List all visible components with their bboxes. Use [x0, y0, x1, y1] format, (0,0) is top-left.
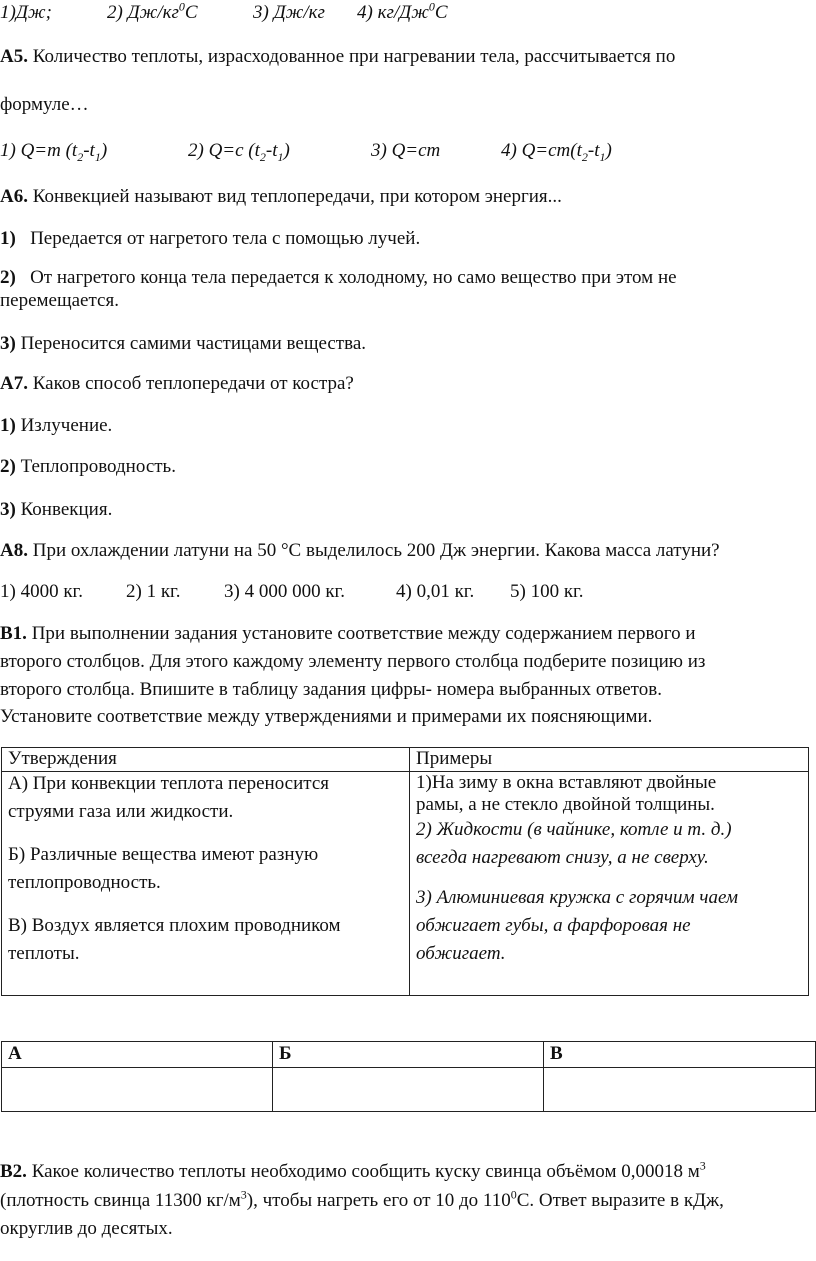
- a8-option-1: 1) 4000 кг.: [0, 581, 83, 602]
- statement-b: Б) Различные вещества имеют разную теплопроводность.: [8, 844, 319, 893]
- b1-matching-table: [1, 747, 809, 996]
- a8-option-5: 5) 100 кг.: [510, 581, 584, 602]
- b1-line-3: второго столбца. Впишите в таблицу задания цифры- номера выбранных ответов.: [0, 679, 662, 700]
- example-1: 1)На зиму в окна вставляют двойные рамы, а не стекло двойной толщины.: [416, 772, 717, 815]
- example-3: 3) Алюминиевая кружка с горячим чаем обжигает губы, а фарфоровая не обжигает.: [416, 887, 739, 964]
- a6-question: [0, 185, 562, 209]
- b1-col-statements-header: Утверждения: [2, 748, 410, 772]
- b1-statements-cell: [2, 772, 410, 996]
- a7-option-2: 2) Теплопроводность.: [0, 456, 176, 477]
- b2-number: В2.: [0, 1161, 27, 1182]
- b1-col-examples-header: Примеры: [410, 748, 809, 772]
- a6-option-3: 3) Переносится самими частицами вещества.: [0, 333, 367, 354]
- answer-col-b-header: Б: [273, 1042, 544, 1068]
- a8-option-3: 3) 4 000 000 кг.: [224, 581, 345, 602]
- b2-line-3: округлив до десятых.: [0, 1218, 173, 1239]
- a7-option-1: 1) Излучение.: [0, 415, 113, 436]
- a5-text: Количество теплоты, израсходованное при нагревании тела, рассчитывается по: [32, 46, 676, 67]
- b1-number: В1.: [0, 623, 27, 644]
- a8-text: При охлаждении латуни на 50 °С выделилось 200 Дж энергии. Какова масса латуни?: [32, 540, 720, 561]
- b2-line-2: (плотность свинца 11300 $кг/м^3$), чтобы нагреть его от 10 до $110^0С$. Ответ выразите в кДж,: [0, 1187, 724, 1211]
- units-option-2: 2) $Дж/кг^0С$: [107, 0, 198, 23]
- a6-option-2-cont: перемещается.: [0, 290, 119, 311]
- b1-line-4: Установите соответствие между утверждениями и примерами их поясняющими.: [0, 706, 653, 727]
- a5-question: [0, 45, 675, 69]
- a7-question: [0, 372, 354, 396]
- example-2: 2) Жидкости (в чайнике, котле и т. д.) всегда нагревают снизу, а не сверху.: [416, 819, 732, 868]
- a8-question: [0, 539, 720, 563]
- answer-col-a-header: А: [2, 1042, 273, 1068]
- a5-question-cont: формуле…: [0, 94, 89, 115]
- a5-formula-2: 2) Q=c $(t_2-t_1)$: [188, 140, 290, 164]
- a5-formula-3: 3) Q=cm: [371, 140, 441, 161]
- units-option-3: 3) Дж/кг: [253, 2, 325, 23]
- a5-formula-1: 1) Q=m $(t_2-t_1)$: [0, 140, 108, 164]
- statement-a: А) При конвекции теплота переносится струями газа или жидкости.: [8, 773, 329, 822]
- a5-number: А5.: [0, 46, 28, 67]
- answer-cell-b[interactable]: [273, 1068, 544, 1112]
- answer-cell-c[interactable]: [544, 1068, 816, 1112]
- b1-line-2: второго столбцов. Для этого каждому элементу первого столбца подберите позицию из: [0, 651, 706, 672]
- a7-text: Каков способ теплопередачи от костра?: [32, 373, 354, 394]
- statement-c: В) Воздух является плохим проводником теплоты.: [8, 915, 341, 964]
- units-option-1: 1)Дж;: [0, 2, 52, 23]
- a7-number: А7.: [0, 373, 28, 394]
- a8-number: А8.: [0, 540, 28, 561]
- b1-line-1: В1. При выполнении задания установите соответствие между содержанием первого и: [0, 623, 696, 644]
- b1-answer-table: [1, 1041, 816, 1112]
- a5-formula-4: 4) $Q=cm(t_2-t_1)$: [501, 140, 612, 164]
- a8-option-2: 2) 1 кг.: [126, 581, 181, 602]
- b1-examples-cell: [410, 772, 809, 996]
- a6-option-1: 1) Передается от нагретого тела с помощью лучей.: [0, 228, 421, 249]
- a6-option-2: 2) От нагретого конца тела передается к холодному, но само вещество при этом не: [0, 267, 677, 288]
- a8-option-4: 4) 0,01 кг.: [396, 581, 475, 602]
- b2-line-1: В2. Какое количество теплоты необходимо сообщить куску свинца объёмом 0,00018 $м^3$: [0, 1158, 706, 1182]
- a6-text: Конвекцией называют вид теплопередачи, при котором энергия...: [32, 186, 562, 207]
- units-option-4: 4) $кг/Дж^0С$: [357, 0, 448, 23]
- a7-option-3: 3) Конвекция.: [0, 499, 113, 520]
- answer-cell-a[interactable]: [2, 1068, 273, 1112]
- a6-number: А6.: [0, 186, 28, 207]
- answer-col-c-header: В: [544, 1042, 816, 1068]
